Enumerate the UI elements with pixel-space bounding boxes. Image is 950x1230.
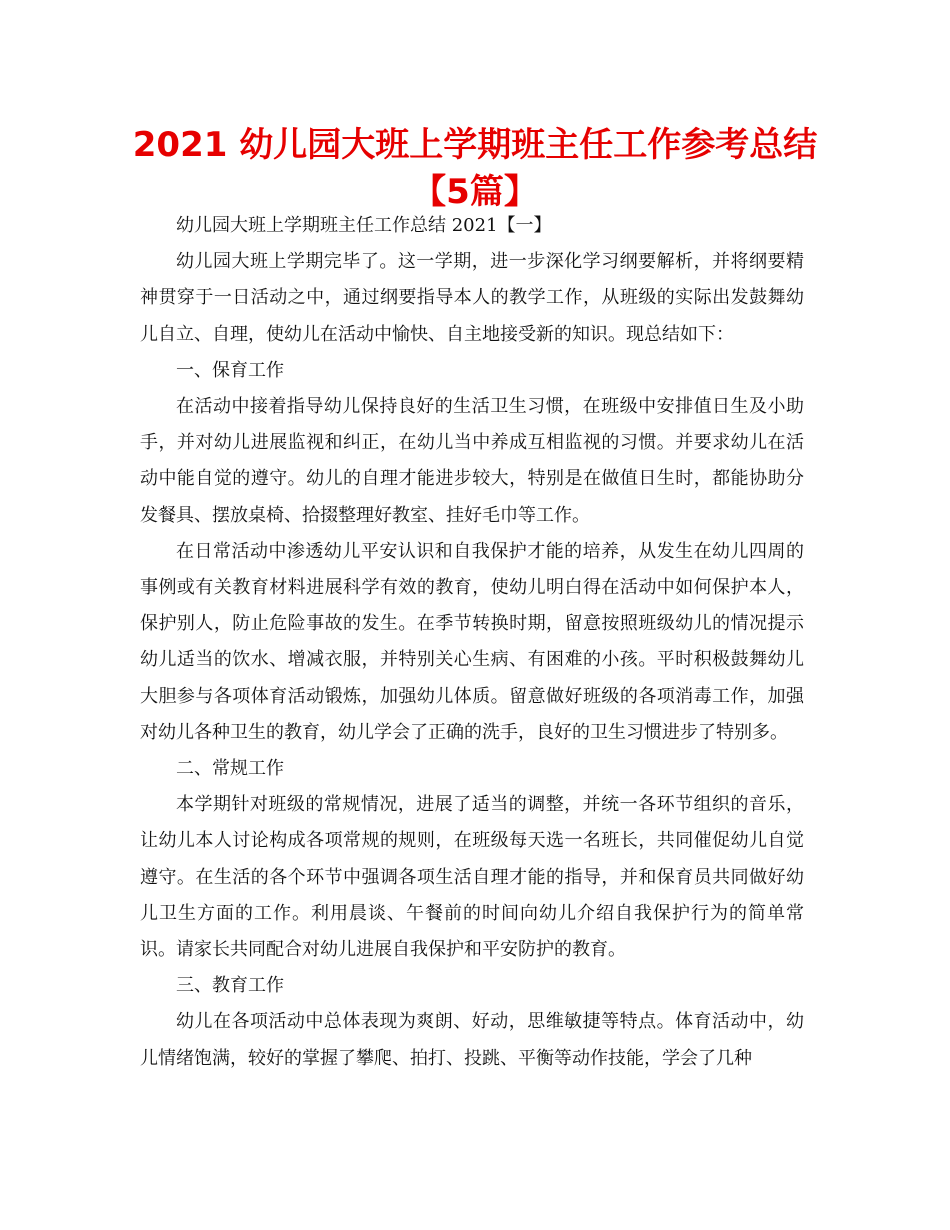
section-heading: 二、常规工作 xyxy=(176,758,284,780)
paragraph: 幼儿在各项活动中总体表现为爽朗、好动，思维敏捷等特点。体育活动中，幼儿情绪饱满，较好的掌握了攀爬、拍打、投跳、平衡等动作技能，学会了几种 xyxy=(140,1011,804,1069)
section-heading: 幼儿园大班上学期班主任工作总结 2021【一】 xyxy=(176,215,552,236)
document-body xyxy=(140,208,804,1077)
document-title: 2021 幼儿园大班上学期班主任工作参考总结【5篇】 xyxy=(132,125,818,212)
section-heading: 一、保育工作 xyxy=(176,359,284,381)
paragraph: 在活动中接着指导幼儿保持良好的生活卫生习惯，在班级中安排值日生及小助手，并对幼儿进展监视和纠正，在幼儿当中养成互相监视的习惯。并要求幼儿在活动中能自觉的遵守。幼儿的自理才能进步较大，特别是在做值日生时，都能协助分发餐具、摆放桌椅、拾掇整理好教室、挂好毛巾等工作。 xyxy=(140,396,804,526)
section-heading: 三、教育工作 xyxy=(176,975,284,997)
paragraph: 在日常活动中渗透幼儿平安认识和自我保护才能的培养，从发生在幼儿四周的事例或有关教育材料进展科学有效的教育，使幼儿明白得在活动中如何保护本人，保护别人，防止危险事故的发生。在季节转换时期，留意按照班级幼儿的情况提示幼儿适当的饮水、增减衣服，并特别关心生病、有困难的小孩。平时积极鼓舞幼儿大胆参与各项体育活动锻炼，加强幼儿体质。留意做好班级的各项消毒工作，加强对幼儿各种卫生的教育，幼儿学会了正确的洗手，良好的卫生习惯进步了特别多。 xyxy=(140,540,804,743)
paragraph: 幼儿园大班上学期完毕了。这一学期，进一步深化学习纲要解析，并将纲要精神贯穿于一日活动之中，通过纲要指导本人的教学工作，从班级的实际出发鼓舞幼儿自立、自理，使幼儿在活动中愉快、自主地接受新的知识。现总结如下： xyxy=(140,251,804,345)
paragraph: 本学期针对班级的常规情况，进展了适当的调整，并统一各环节组织的音乐，让幼儿本人讨论构成各项常规的规则，在班级每天选一名班长，共同催促幼儿自觉遵守。在生活的各个环节中强调各项生活自理才能的指导，并和保育员共同做好幼儿卫生方面的工作。利用晨谈、午餐前的时间向幼儿介绍自我保护行为的简单常识。请家长共同配合对幼儿进展自我保护和平安防护的教育。 xyxy=(140,794,804,961)
